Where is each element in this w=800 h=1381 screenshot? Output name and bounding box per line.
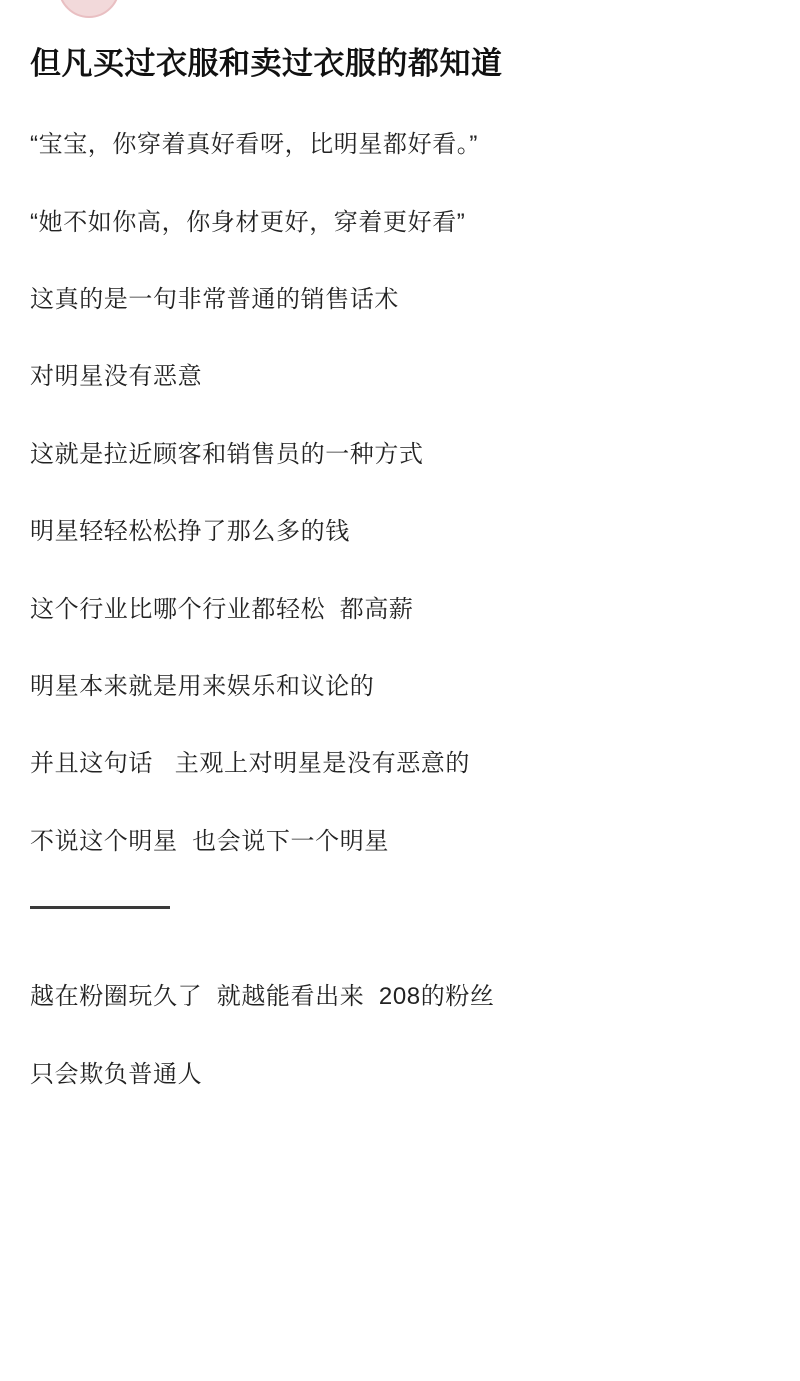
paragraph-block-10 [30,826,770,858]
paragraph-block-6 [30,516,770,548]
paragraph-block-1 [30,129,770,161]
section-divider [30,906,770,936]
paragraph: “宝宝，你穿着真好看呀，比明星都好看。” [30,131,478,159]
paragraph: 对明星没有恶意 [30,363,203,391]
paragraph-block-11 [30,981,770,1013]
paragraph: 不说这个明星 也会说下一个明星 [30,827,389,855]
paragraph: “她不如你高，你身材更好，穿着更好看” [30,208,466,236]
paragraph: 并且这句话 主观上对明星是没有恶意的 [30,750,471,778]
paragraph-block-2 [30,207,770,239]
paragraph-block-9 [30,748,770,780]
paragraph: 只会欺负普通人 [30,1060,203,1088]
paragraph-block-5 [30,439,770,471]
divider-line [30,906,170,909]
paragraph: 这真的是一句非常普通的销售话术 [30,286,399,314]
paragraph-block-12 [30,1059,770,1091]
paragraph: 这个行业比哪个行业都轻松 都高薪 [30,595,414,623]
paragraph: 这就是拉近顾客和销售员的一种方式 [30,440,424,468]
page-title: 但凡买过衣服和卖过衣服的都知道 [30,46,503,81]
paragraph: 明星本来就是用来娱乐和议论的 [30,673,375,701]
paragraph: 明星轻轻松松挣了那么多的钱 [30,518,350,546]
paragraph-block-3 [30,284,770,316]
paragraph-block-8 [30,671,770,703]
paragraph-block-7 [30,594,770,626]
paragraph-block-4 [30,361,770,393]
paragraph: 越在粉圈玩久了 就越能看出来 208的粉丝 [30,983,495,1011]
